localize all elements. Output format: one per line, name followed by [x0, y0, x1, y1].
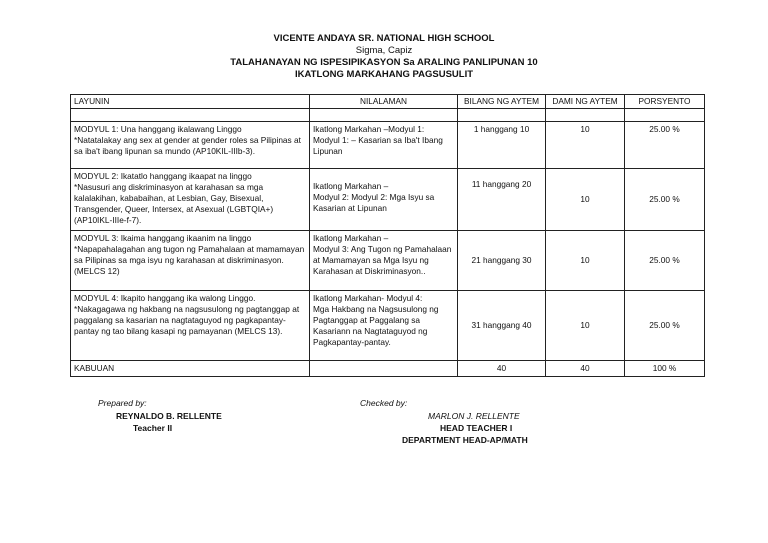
- content-line: Modyul 3: Ang Tugon ng Pamahalaan at Mamamayan sa Mga Isyu ng Karahasan at Diskriminasyon..: [313, 244, 452, 276]
- porsyento-cell: 25.00 %: [625, 231, 705, 291]
- content-line: Mga Hakbang na Nagsusulong ng Pagtanggap at Paggalang sa Kasariann na Nagtataguyod ng Pagkapantay-pantay.: [313, 304, 439, 347]
- prepared-by-label: Prepared by:: [98, 398, 147, 408]
- content-line: Modyul 2: Modyul 2: Mga Isyu sa Kasarian at Lipunan: [313, 192, 435, 213]
- checker-name: MARLON J. RELLENTE: [428, 411, 520, 421]
- module-heading: MODYUL 4: Ikapito hanggang ika walong Linggo.: [74, 293, 256, 303]
- module-objective: *Nasusuri ang diskriminasyon at karahasan sa mga kalalakihan, kababaihan, at Lesbian, Gay, Bisexual, Transgender, Queer, Intersex, at Asexual (LGBTQIA+) (AP10IKL-IIIe-f-7).: [74, 182, 274, 225]
- document-title: TALAHANAYAN NG ISPESIPIKASYON Sa ARALING PANLIPUNAN 10: [230, 57, 538, 68]
- bilang-cell: 31 hanggang 40: [458, 291, 546, 361]
- total-row: [71, 361, 705, 377]
- porsyento-cell: 25.00 %: [625, 291, 705, 361]
- document-header: [0, 33, 768, 81]
- module-heading: MODYUL 2: Ikatatlo hanggang ikaapat na linggo: [74, 171, 252, 181]
- total-empty-cell: [310, 361, 458, 377]
- nilalaman-cell: [310, 231, 458, 291]
- bilang-cell: 1 hanggang 10: [458, 122, 546, 169]
- porsyento-cell: 25.00 %: [625, 169, 705, 231]
- content-line: Ikatlong Markahan –Modyul 1:: [313, 124, 425, 134]
- preparer-name: REYNALDO B. RELLENTE: [116, 411, 222, 421]
- nilalaman-cell: [310, 291, 458, 361]
- module-heading: MODYUL 3: Ikaima hanggang ikaanim na linggo: [74, 233, 252, 243]
- checker-title: HEAD TEACHER I: [440, 423, 513, 433]
- table-header-row: [71, 95, 705, 109]
- module-objective: *Natatalakay ang sex at gender at gender roles sa Pilipinas at sa iba't ibang lipunan sa mundo (AP10KIL-IIIb-3).: [74, 135, 301, 156]
- content-line: Ikatlong Markahan- Modyul 4:: [313, 293, 423, 303]
- column-header: NILALAMAN: [310, 95, 458, 109]
- content-line: Ikatlong Markahan –: [313, 181, 389, 191]
- table-row: [71, 231, 705, 291]
- layunin-cell: [71, 169, 310, 231]
- checker-department: DEPARTMENT HEAD-AP/MATH: [402, 435, 528, 445]
- porsyento-cell: 25.00 %: [625, 122, 705, 169]
- table-row: [71, 122, 705, 169]
- total-porsyento: 100 %: [625, 361, 705, 377]
- column-header: PORSYENTO: [625, 95, 705, 109]
- module-objective: *Napapahalagahan ang tugon ng Pamahalaan at mamamayan sa Pilipinas sa mga isyu ng karahasan at diskriminasyon. (MELCS 12): [74, 244, 305, 276]
- table-row: [71, 169, 705, 231]
- checked-by-label: Checked by:: [360, 398, 408, 408]
- table-spacer-row: [71, 109, 705, 122]
- bilang-cell: 21 hanggang 30: [458, 231, 546, 291]
- module-heading: MODYUL 1: Una hanggang ikalawang Linggo: [74, 124, 242, 134]
- document-subtitle: IKATLONG MARKAHANG PAGSUSULIT: [294, 69, 474, 80]
- column-header: BILANG NG AYTEM: [458, 95, 546, 109]
- content-line: Ikatlong Markahan –: [313, 233, 389, 243]
- layunin-cell: [71, 122, 310, 169]
- preparer-title: Teacher II: [133, 423, 173, 433]
- table-row: [71, 291, 705, 361]
- school-name: VICENTE ANDAYA SR. NATIONAL HIGH SCHOOL: [273, 33, 495, 44]
- content-line: Modyul 1: – Kasarian sa Iba't Ibang Lipunan: [313, 135, 443, 156]
- nilalaman-cell: [310, 122, 458, 169]
- specification-table: [70, 94, 705, 377]
- module-objective: *Nakagagawa ng hakbang na nagsusulong ng pagtanggap at paggalang sa kasarian na nagtataguyod ng pagkapantay-pantay ng tao bilang kasapi ng pamayanan (MELCS 13).: [74, 304, 300, 336]
- layunin-cell: [71, 231, 310, 291]
- total-label: KABUUAN: [71, 361, 310, 377]
- total-bilang: 40: [458, 361, 546, 377]
- bilang-cell: 11 hanggang 20: [458, 169, 546, 231]
- school-location: Sigma, Capiz: [355, 45, 413, 56]
- nilalaman-cell: [310, 169, 458, 231]
- column-header: DAMI NG AYTEM: [546, 95, 625, 109]
- dami-cell: 10: [546, 169, 625, 231]
- dami-cell: 10: [546, 231, 625, 291]
- column-header: LAYUNIN: [71, 95, 310, 109]
- layunin-cell: [71, 291, 310, 361]
- total-dami: 40: [546, 361, 625, 377]
- dami-cell: 10: [546, 291, 625, 361]
- dami-cell: 10: [546, 122, 625, 169]
